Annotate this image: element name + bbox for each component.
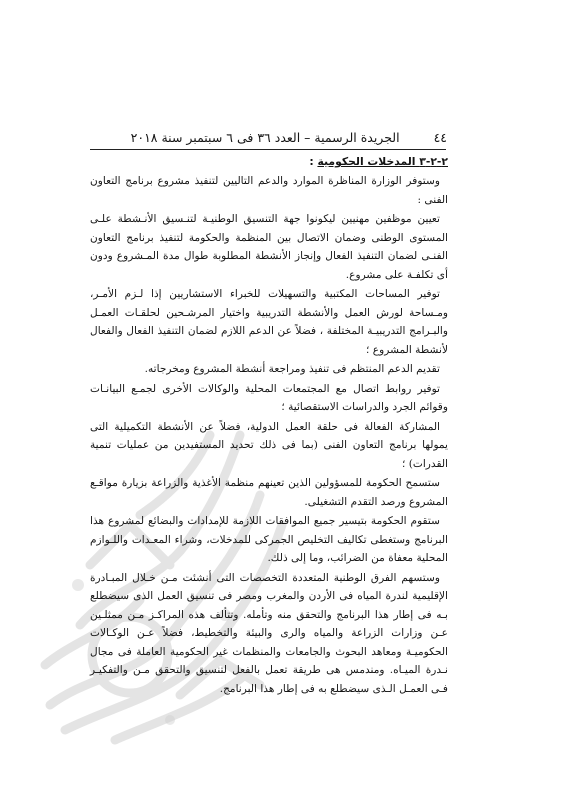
paragraph-liaison: توفير روابط اتصال مع المجتمعات المحلية والوكالات الأخرى لجمـع البيانـات وقوائم الجرد والدراسات الاستقصائية ؛ (90, 382, 448, 413)
section-number: ٢-٢-٣ (419, 155, 448, 168)
paragraph-workshop: المشاركة الفعالة فى حلقة العمل الدولية، فضلاً عن الأنشطة التكميلية التى يمولها برنامج التعاون الفنى (بما فى ذلك تحديد المستفيدين من عمليات تنمية القدرات) ؛ (90, 420, 448, 470)
document-body (90, 152, 448, 699)
page-number: ٤٤ (433, 130, 447, 145)
paragraph-national-teams: وستسهم الفرق الوطنية المتعددة التخصصات التى أنشئت مـن خـلال المبـادرة الإقليمية لندرة المياه فى الأردن والمغرب ومصر فى تنسيق العمل الذى سيضطلع بـه فى إطار هذا البرنامج والتحقق منه وتأمله. وتتألف هذه المراكـز مـن ممثلـين عـن وزارات الزراعة والمياه والرى والبيئة والتخطيط، فضلاً عـن الوكـالات الحكوميـة ومعاهد البحوث والجامعات والمنظمات غير الحكومية العاملة فى مجال نـدرة الميـاه. ومندمس هى طريقة تعمل بالفعل لتنسيق والتحقق مـن والتفكيـر فـى العمـل الـذى سيضطلع به فى إطار هذا البرنامج. (90, 571, 448, 695)
header-divider (90, 149, 446, 150)
paragraph-support: تقديم الدعم المنتظم فى تنفيذ ومراجعة أنشطة المشروع ومخرجاته. (144, 363, 440, 375)
paragraph-facilities: توفير المساحات المكتبية والتسهيلات للخبراء الاستشاريين إذا لـزم الأمـر، ومـساحة لورش العمل والأنشطة التدريبية واختيار المرشـحين لحلقـات العمـل والبـرامج التدريبيـة المختلفة ، فضلاً عن الدعم اللازم لضمان التنفيذ الفعال والفعال لأنشطة المشروع ؛ (90, 288, 448, 356)
section-heading (90, 152, 448, 172)
paragraph-staff: تعيين موظفين مهنيين ليكونوا جهة التنسيق الوطنيـة لتنـسيق الأنـشطة علـى المستوى الوطنى وضمان الاتصال بين المنظمة والحكومة لتنفيذ برنامج التعاون الفنـى لضمان التنفيذ الفعال وإنجاز الأنشطة المطلوبة طوال مدة المـشروع ودون أى تكلفـة على مشروع. (90, 213, 448, 281)
paragraph-approvals: ستقوم الحكومة بتيسير جميع الموافقات اللازمة للإمدادات والبضائع لمشروع هذا البرنامج وستغطى تكاليف التخليص الجمركى للمدخلات، وشراء المعـدات واللـوازم المحلية معفاة من الضرائب، وما إلى ذلك. (90, 515, 448, 564)
section-title-colon: : (309, 155, 314, 168)
paragraph-intro: وستوفر الوزارة المناظرة الموارد والدعم التاليين لتنفيذ مشروع برنامج التعاون الفنى : (90, 175, 448, 206)
gazette-title: الجريدة الرسمية – العدد ٣٦ فى ٦ سبتمبر سنة ٢٠١٨ (130, 130, 400, 145)
page-header (90, 130, 447, 150)
paragraph-site-visits: ستسمح الحكومة للمسؤولين الذين تعينهم منظمة الأغذية والزراعة بزيارة مواقـع المشروع ورصد التقدم التشغيلى. (90, 477, 448, 508)
section-title: المدخلات الحكومية (317, 155, 416, 168)
